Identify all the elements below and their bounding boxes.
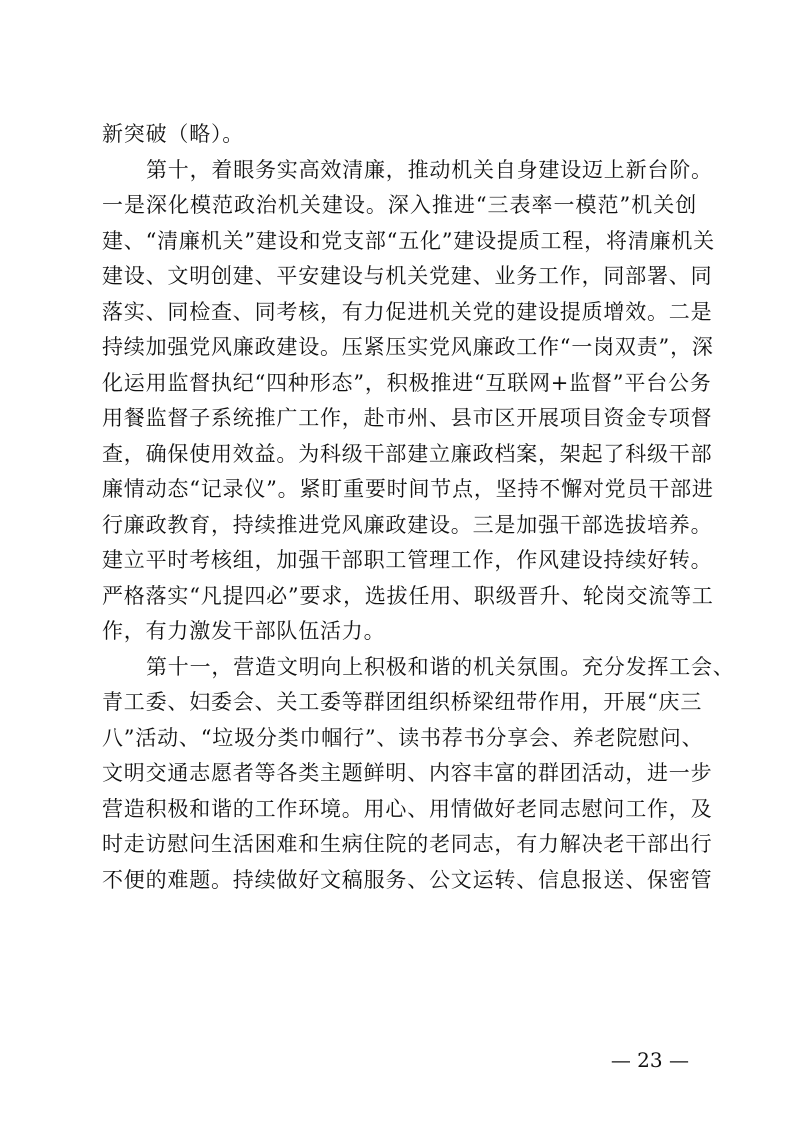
text-line: 文明交通志愿者等各类主题鲜明、内容丰富的群团活动，进一步 (102, 761, 713, 785)
text-line: 时走访慰问生活困难和生病住院的老同志，有力解决老干部出行 (102, 832, 713, 856)
text-line: 落实、同检查、同考核，有力促进机关党的建设提质增效。二是 (102, 299, 713, 324)
text-line: 建、“清廉机关”建设和党支部“五化”建设提质工程，将清廉机关 (102, 228, 715, 253)
text-line: 第十一，营造文明向上积极和谐的机关氛围。充分发挥工会、 (146, 654, 735, 679)
text-line: 行廉政教育，持续推进党风廉政建设。三是加强干部选拔培养。 (102, 512, 713, 537)
text-line: 不便的难题。持续做好文稿服务、公文运转、信息报送、保密管 (102, 867, 713, 892)
text-line: 青工委、妇委会、关工委等群团组织桥梁纽带作用，开展“庆三 (102, 690, 703, 714)
text-line: 新突破（略）。 (102, 122, 245, 146)
text-line: 建设、文明创建、平安建设与机关党建、业务工作，同部署、同 (102, 264, 713, 288)
text-line: 查，确保使用效益。为科级干部建立廉政档案，架起了科级干部 (102, 441, 713, 466)
text-line: 化运用监督执纪“四种形态”，积极推进“互联网+监督”平台公务 (102, 370, 712, 395)
text-line: 严格落实“凡提四必”要求，选拔任用、职级晋升、轮岗交流等工 (102, 583, 714, 608)
body-text (102, 117, 735, 898)
text-line: 建立平时考核组，加强干部职工管理工作，作风建设持续好转。 (102, 548, 713, 572)
text-line: 持续加强党风廉政建设。压紧压实党风廉政工作“一岗双责”，深 (102, 335, 714, 359)
text-line: 第十，着眼务实高效清廉，推动机关自身建设迈上新台阶。 (146, 157, 713, 182)
page-number: — 23 — (610, 1048, 689, 1072)
text-line: 廉情动态“记录仪”。紧盯重要时间节点，坚持不懈对党员干部进 (102, 477, 714, 501)
text-line: 一是深化模范政治机关建设。深入推进“三表率一模范”机关创 (102, 193, 697, 217)
text-line: 营造积极和谐的工作环境。用心、用情做好老同志慰问工作，及 (102, 796, 713, 821)
text-line: 作，有力激发干部队伍活力。 (102, 619, 386, 643)
text-line: 八”活动、“垃圾分类巾帼行”、读书荐书分享会、养老院慰问、 (102, 725, 704, 750)
text-line: 用餐监督子系统推广工作，赴市州、县市区开展项目资金专项督 (102, 406, 713, 430)
